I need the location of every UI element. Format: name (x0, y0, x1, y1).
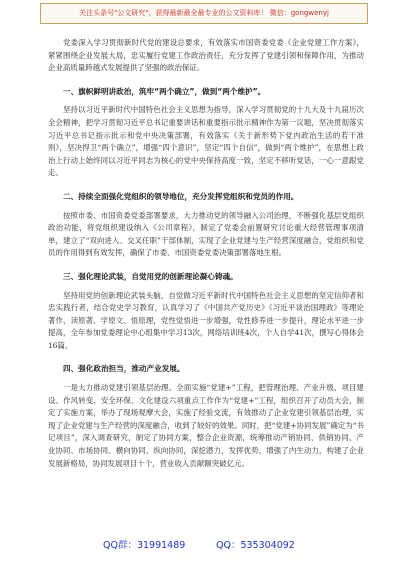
document-body (48, 37, 364, 470)
section-4-heading: 四、强化政治担当，推动产业发展。 (63, 364, 185, 374)
intro-paragraph: 党委深入学习贯彻新时代党的建设总要求，有效落实市国资委党委《企业党建工作方案》，紧紧围绕企业发展大局，忠实履行党建工作政治责任，充分发挥了党建引领和保障作用，为推动企业高质量跨越式发展提供了坚强的政治保证。 (48, 38, 364, 73)
section-4-body: 一是大力推动党建引领基层治理。全面实施“党建+”工程，把管理治理、产业升级、项目建设、作风转变、安全环保、文化建设六项重点工作作为“党建+”工程，组织召开了动员大会，制定了实施方案，举办了现场观摩大会，实施了经验交流，有效推动了企业党建引领基层治理，实现了企业党建与生产经营的深度融合，收到了较好的效果。同时，把“党建+协同发展”确定为“书记项目”，深入调查研究，制定了协同方案，整合企业资源，统筹推动产销协同、供销协同、产业协同、市场协同、横向协同、纵向协同，深挖潜力，发挥优势，增强了内生动力，构建了企业发展新格局，协同发展项目十个，营业收入贡献额突破亿元。 (48, 383, 364, 468)
section-3-heading: 三、强化理论武装，自觉用党的创新理论凝心铸魂。 (63, 271, 238, 281)
contact-footer (0, 539, 408, 553)
qq-number-text: QQ：535304092 (216, 540, 295, 551)
promo-banner: 关注头条号"公文研究"，获得最新最全最专业的公文资料库！ 微信：gongwenyj (40, 3, 368, 24)
section-2-body: 按照市委、市国资委党委部署要求，大力推动党的领导融入公司治理，不断强化基层党组织政治功能，将党组织建设纳入《公司章程》，制定了党委会前置研究讨论重大经营管理事项清单，建立了“双向进入、交叉任职”干部体制，实现了企业党建与生产经营深度融合，党组织和党员的作用得到有效发挥，确保了市委、市国资委党委决策部署落地生根。 (48, 210, 364, 258)
section-1-heading: 一、旗帜鲜明讲政治，筑牢“两个确立”，做到“两个维护”。 (63, 86, 266, 96)
section-3-body: 坚持用党的创新理论武装头脑，自觉做习近平新时代中国特色社会主义思想的坚定信仰者和忠实践行者，结合党史学习教育，认真学习了《中国共产党历史》《习近平谈治国理政》等理论著作，读原著、学原文、悟原理，党性觉悟进一步增强，党性修养进一步提升，理论水平进一步提高，全年参加党委理论中心组集中学习13次，网络培训班4次，个人自学41次，撰写心得体会16篇。 (48, 290, 364, 350)
qq-group-text: QQ群：31991489 (103, 540, 186, 551)
section-2-heading: 二、持续全面强化党组织的领导地位，充分发挥党组织和党员的作用。 (63, 191, 299, 201)
section-1-body: 坚持以习近平新时代中国特色社会主义思想为指导，深入学习贯彻党的十九大及十九届历次全会精神，把学习贯彻习近平总书记重要讲话和重要指示批示精神作为第一议题，坚决贯彻落实习近平总书记指示批示和党中央决策部署，有效落实《关于新形势下党内政治生活的若干准则》，坚决捍卫“两个确立”，增强“四个意识”，坚定“四个自信”，做到“两个维护”，在思想上政治上行动上始终同以习近平同志为核心的党中央保持高度一致，坚定不移听党话，一心一意跟党走。 (48, 105, 364, 178)
